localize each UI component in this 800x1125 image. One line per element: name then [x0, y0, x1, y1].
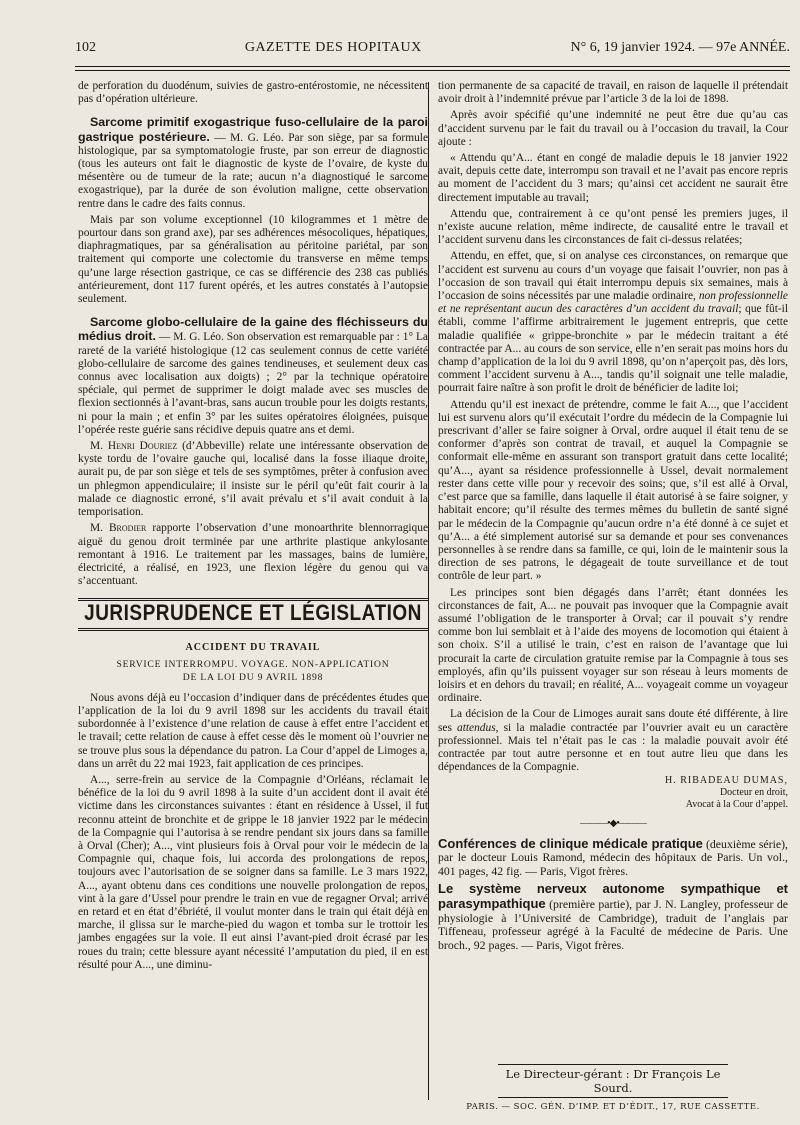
author-name: M. Brodier: [90, 522, 147, 535]
paragraph: tion permanente de sa capacité de travail, en raison de laquelle il prétendait avoir droit à l’indemnité prévue par l’article 3 de la loi de 1898.: [438, 80, 788, 106]
director-line: Le Directeur-gérant : Dr François Le Sourd.: [498, 1064, 728, 1098]
article-sarcome-2: [78, 316, 428, 437]
book-text: (deuxième série), par le docteur Louis Ramond, médecin des hôpitaux de Paris. Un vol., 401 pages, 42 fig. — Paris, Vigot frères.: [438, 836, 788, 878]
header-rule-top: [75, 66, 790, 67]
italic-span: non professionnelle et ne représentant aucun des caractères d’un accident du travail: [438, 290, 788, 316]
article-sarcome-1: [78, 116, 428, 210]
article-text: — M. G. Léo. Son observation est remarquable par : 1° La rareté de la variété histologique (12 cas seulement connus de cette variété globo-cellulaire de sarcome des gaines tendineuses, et seulement deux cas connus avec localisation aux doigts) ; 2° par la technique opératoire spéciale, qui permet de supprimer le doigt malade avec ses muscles de flexion sectionnés à l’avant-bras, sans aucun trouble pour les doigts restants, ni pour la main ; et enfin 3° par les suites opératoires éloignées, puisque l’opérée reste guérie sans récidive depuis quatre ans et demi.: [78, 331, 428, 436]
paragraph: Mais par son volume exceptionnel (10 kilogrammes et 1 mètre de pourtour dans son grand axe), par ses adhérences mésocoliques, hépatiques, diaphragmatiques, par sa généralisation au péritoine pariétal, par son traitement qui comporte une colectomie du transverse en même temps qu’une large résection gastrique, ce cas se différencie des 238 cas publiés antérieurement, dont 117 furent opérés, et les autres constatés à l’autopsie seulement.: [78, 213, 428, 306]
paragraph: [438, 250, 788, 395]
italic-span: attendus: [457, 721, 496, 734]
text-span: La décision de la Cour de Limoges aurait sans doute été différente, à lire ses: [438, 708, 788, 734]
column-divider: [428, 82, 429, 1100]
page-number: 102: [75, 40, 96, 55]
paragraph: Après avoir spécifié qu’une indemnité ne peut être due qu’au cas d’accident survenu par le fait du travail ou à l’occasion du travail, la Cour ajoute :: [438, 109, 788, 148]
case-subtitle-line: DE LA LOI DU 9 AVRIL 1898: [182, 671, 324, 683]
article-douriez: [78, 440, 428, 519]
book-review: [438, 882, 788, 952]
paragraph: Les principes sont bien dégagés dans l’arrêt; étant données les circonstances de fait, A... ne pouvait pas invoquer que la Compagnie avait assumé l’obligation de le transporter à Orval; car il pouvait s’y rendre comme bon lui semblait et à l’aide des moyens de locomotion qui étaient à son choix. S’il a utilisé le train, c’est en raison de l’avantage que lui procurait la carte de circulation gratuite remise par la Compagnie à tous ses employés, afin qu’ils puissent voyager sur son réseau à leurs moments de loisirs et en dehors du travail; en réalité, A... voyageait comme un voyageur ordinaire.: [438, 586, 788, 705]
issue-info: N° 6, 19 janvier 1924. — 97e ANNÉE.: [570, 40, 790, 55]
header-rule-bottom: [75, 70, 790, 71]
signature-title: Docteur en droit,: [719, 787, 788, 799]
left-column: [78, 80, 428, 975]
case-subtitle-line: SERVICE INTERROMPU. VOYAGE. NON-APPLICATION: [116, 658, 390, 670]
ornament-divider: ———•◆•———: [580, 818, 646, 830]
article-text: rapporte l’observation d’une monoarthrite blennorragique aiguë du genou droit terminée par une arthrite plastique ankylosante remontant à 1916. Le traitement par les massages, bains de lumière, électricité, a réalisé, en 1923, une flexion légère du genou qui va s’accentuant.: [78, 522, 429, 588]
section-title: JURISPRUDENCE ET LÉGISLATION: [84, 601, 422, 626]
paragraph: Attendu qu’il est inexact de prétendre, comme le fait A..., que l’accident lui est survenu alors qu’il exécutait l’ordre du médecin de la Compagnie lui prescrivant d’aller se faire soigner à Orval, ordre auquel il était tenu de se conformer d’après son contrat de travail, et auquel la Compagnie se conformait elle-même en assurant son transport gratuit dans cette localité; qu’A..., ayant sa résidence professionnelle à Ussel, devait normalement rester dans cette ville pour y recevoir des soins; que, s’il est allé à Orval, c’est parce que sa famille, dans laquelle il était autorisé à se faire soigner, y habitait encore; qu’il résulte des termes mêmes du bulletin de santé signé par le médecin de la Compagnie qu’aucun ordre n’a été donné à ce sujet et qu’A... a été simplement autorisé sur sa demande et pour ses convenances personnelles à se rendre dans sa famille, ce qui, loin de le maintenir sous la direction de ses patrons, le dégageait de toute surveillance et de tout contrôle de leur part. »: [438, 398, 788, 583]
right-column: [438, 80, 788, 956]
article-text: (d’Abbeville) relate une intéressante observation de kyste tordu de l’ovaire gauche qui, localisé dans la fosse iliaque droite, aurait pu, de par son siège et tels de ses symptômes, prêter à confusion avec un phlegmon appendiculaire; il insiste sur le péril qu’eût fait courir à la malade ce diagnostic erroné, s’il avait prévalu et s’il avait conduit à la temporisation.: [78, 440, 428, 519]
paragraph: de perforation du duodénum, suivies de gastro-entérostomie, ne nécessitent pas d’opération ultérieure.: [78, 80, 428, 106]
book-review: [438, 837, 788, 879]
book-title: Conférences de clinique médicale pratique: [438, 835, 703, 851]
page-footer: [438, 1064, 788, 1112]
paragraph: Nous avons déjà eu l’occasion d’indiquer dans de précédentes études que l’application de la loi du 9 avril 1898 sur les accidents du travail était subordonnée à l’existence d’une relation de cause à effet entre l’accident et le travail; cette relation de cause à effet cesse dès le moment où l’ouvrier ne se trouve plus sous la dépendance du patron. La Cour d’appel de Limoges a, dans un arrêt du 22 mai 1923, fait application de ces principes.: [78, 691, 428, 770]
paragraph: « Attendu qu’A... étant en congé de maladie depuis le 18 janvier 1922 avait, depuis cette date, interrompu son travail et ne l’avait pas encore repris au moment de l’accident du 3 mars; qu’ainsi cet accident ne saurait être directement imputable au travail;: [438, 152, 788, 204]
section-banner: [78, 598, 428, 630]
book-title: Le système nerveux autonome sympathique et parasympathique: [438, 881, 788, 911]
case-title: ACCIDENT DU TRAVAIL: [185, 641, 321, 653]
text-span: , si la maladie contractée par l’ouvrier avait eu un caractère professionnel. Mais tel n’était pas le cas : la maladie pouvait avoir été contractée par tout autre personne et en tout autre lieu que dans les dépendances de la Compagnie.: [438, 721, 788, 774]
signature-block: [438, 775, 788, 811]
paragraph: [438, 708, 788, 774]
text-span: Attendu, en effet, que, si on analyse ces circonstances, on remarque que l’accident est survenu au cours d’un voyage que faisait l’ouvrier, non pas à l’occasion de son travail qui était interrompu depuis six semaines, mais à l’occasion de soins nécessités par une maladie ordinaire,: [438, 250, 788, 303]
article-heading: Sarcome globo-cellulaire de la gaine des fléchisseurs du médius droit.: [78, 315, 428, 344]
article-brodier: [78, 522, 428, 588]
case-subtitle: [78, 658, 428, 684]
text-span: ; que fût-il établi, comme l’affirme arbitrairement le jugement entrepris, que cette maladie qualifiée « grippe-bronchite » par le médecin traitant a été contractée par A... au cours de son service, elle n’en serait pas moins hors du champ d’application de la loi du 9 avril 1898, qu’on n’aperçoit pas, dès lors, comment l’accident survenu à A..., tandis qu’il soignait une telle maladie, pourrait faire naître à son profit le droit de bénéficier de ladite loi;: [438, 303, 788, 395]
paragraph: Attendu que, contrairement à ce qu’ont pensé les premiers juges, il n’existe aucune relation, même indirecte, de causalité entre le travail et l’accident survenu dans les circonstances de fait ci-dessus relatées;: [438, 207, 788, 247]
author-name: M. Henri Douriez: [90, 440, 178, 453]
book-text: (première partie), par J. N. Langley, professeur de physiologie à l’Université de Cambridge), traduit de l’anglais par Tiffeneau, professeur agrégé à la Faculté de médecine de Paris. Une broch., 92 pages. — Paris, Vigot frères.: [438, 896, 788, 952]
article-text: — M. G. Léo. Par son siège, par sa formule histologique, par sa symptomatologie fruste, par son erreur de diagnostic (tous les auteurs ont fait le diagnostic de kyste de l’ovaire, de kyste du mésentère ou de tumeur de la rate; aucun n’a diagnostiqué le sarcome exogastrique), par la durée de son évolution maligne, cette observation rentre dans le cadre des faits connus.: [78, 131, 428, 210]
signature-role: Avocat à la Cour d’appel.: [685, 799, 788, 811]
article-heading: Sarcome primitif exogastrique fuso-cellulaire de la paroi gastrique postérieure.: [78, 115, 428, 144]
printer-line: PARIS. — SOC. GÉN. D’IMP. ET D’ÉDIT., 17, RUE CASSETTE.: [466, 1102, 760, 1112]
paragraph: A..., serre-frein au service de la Compagnie d’Orléans, réclamait le bénéfice de la loi du 9 avril 1898 à la suite d’un accident dont il avait été victime dans les circonstances suivantes : étant en résidence à Ussel, il fut reconnu atteint de bronchite et de grippe le 18 janvier 1922 par le médecin de la Compagnie qui l’autorisa à se rendre pendant six jours dans sa famille à Orval (Cher); A..., vint plusieurs fois à Orval pour voir le médecin de la Compagnie qui, chaque fois, lui accorda des prolongations de repos, toujours avec l’autorisation de se soigner dans sa famille. Le 3 mars 1922, A..., ayant obtenu dans ces conditions une nouvelle prolongation de repos, vint à la gare d’Ussel pour prendre le train en vue de regagner Orval; arrivé en retard et en état d’ébriété, il voulut monter dans le train qui était déjà en marche, il glissa sur le marche-pied du wagon et tomba sur le trottoir les jambes engagées sur la voie. Il eut ainsi l’avant-pied droit écrasé par les roues du train; cette blessure ayant nécessité l’amputation du pied, il en est résulté pour A..., une diminu-: [78, 773, 428, 971]
signature-name: H. RIBADEAU DUMAS,: [664, 775, 788, 787]
journal-title: GAZETTE DES HOPITAUX: [244, 40, 422, 55]
page-header: [75, 40, 790, 64]
